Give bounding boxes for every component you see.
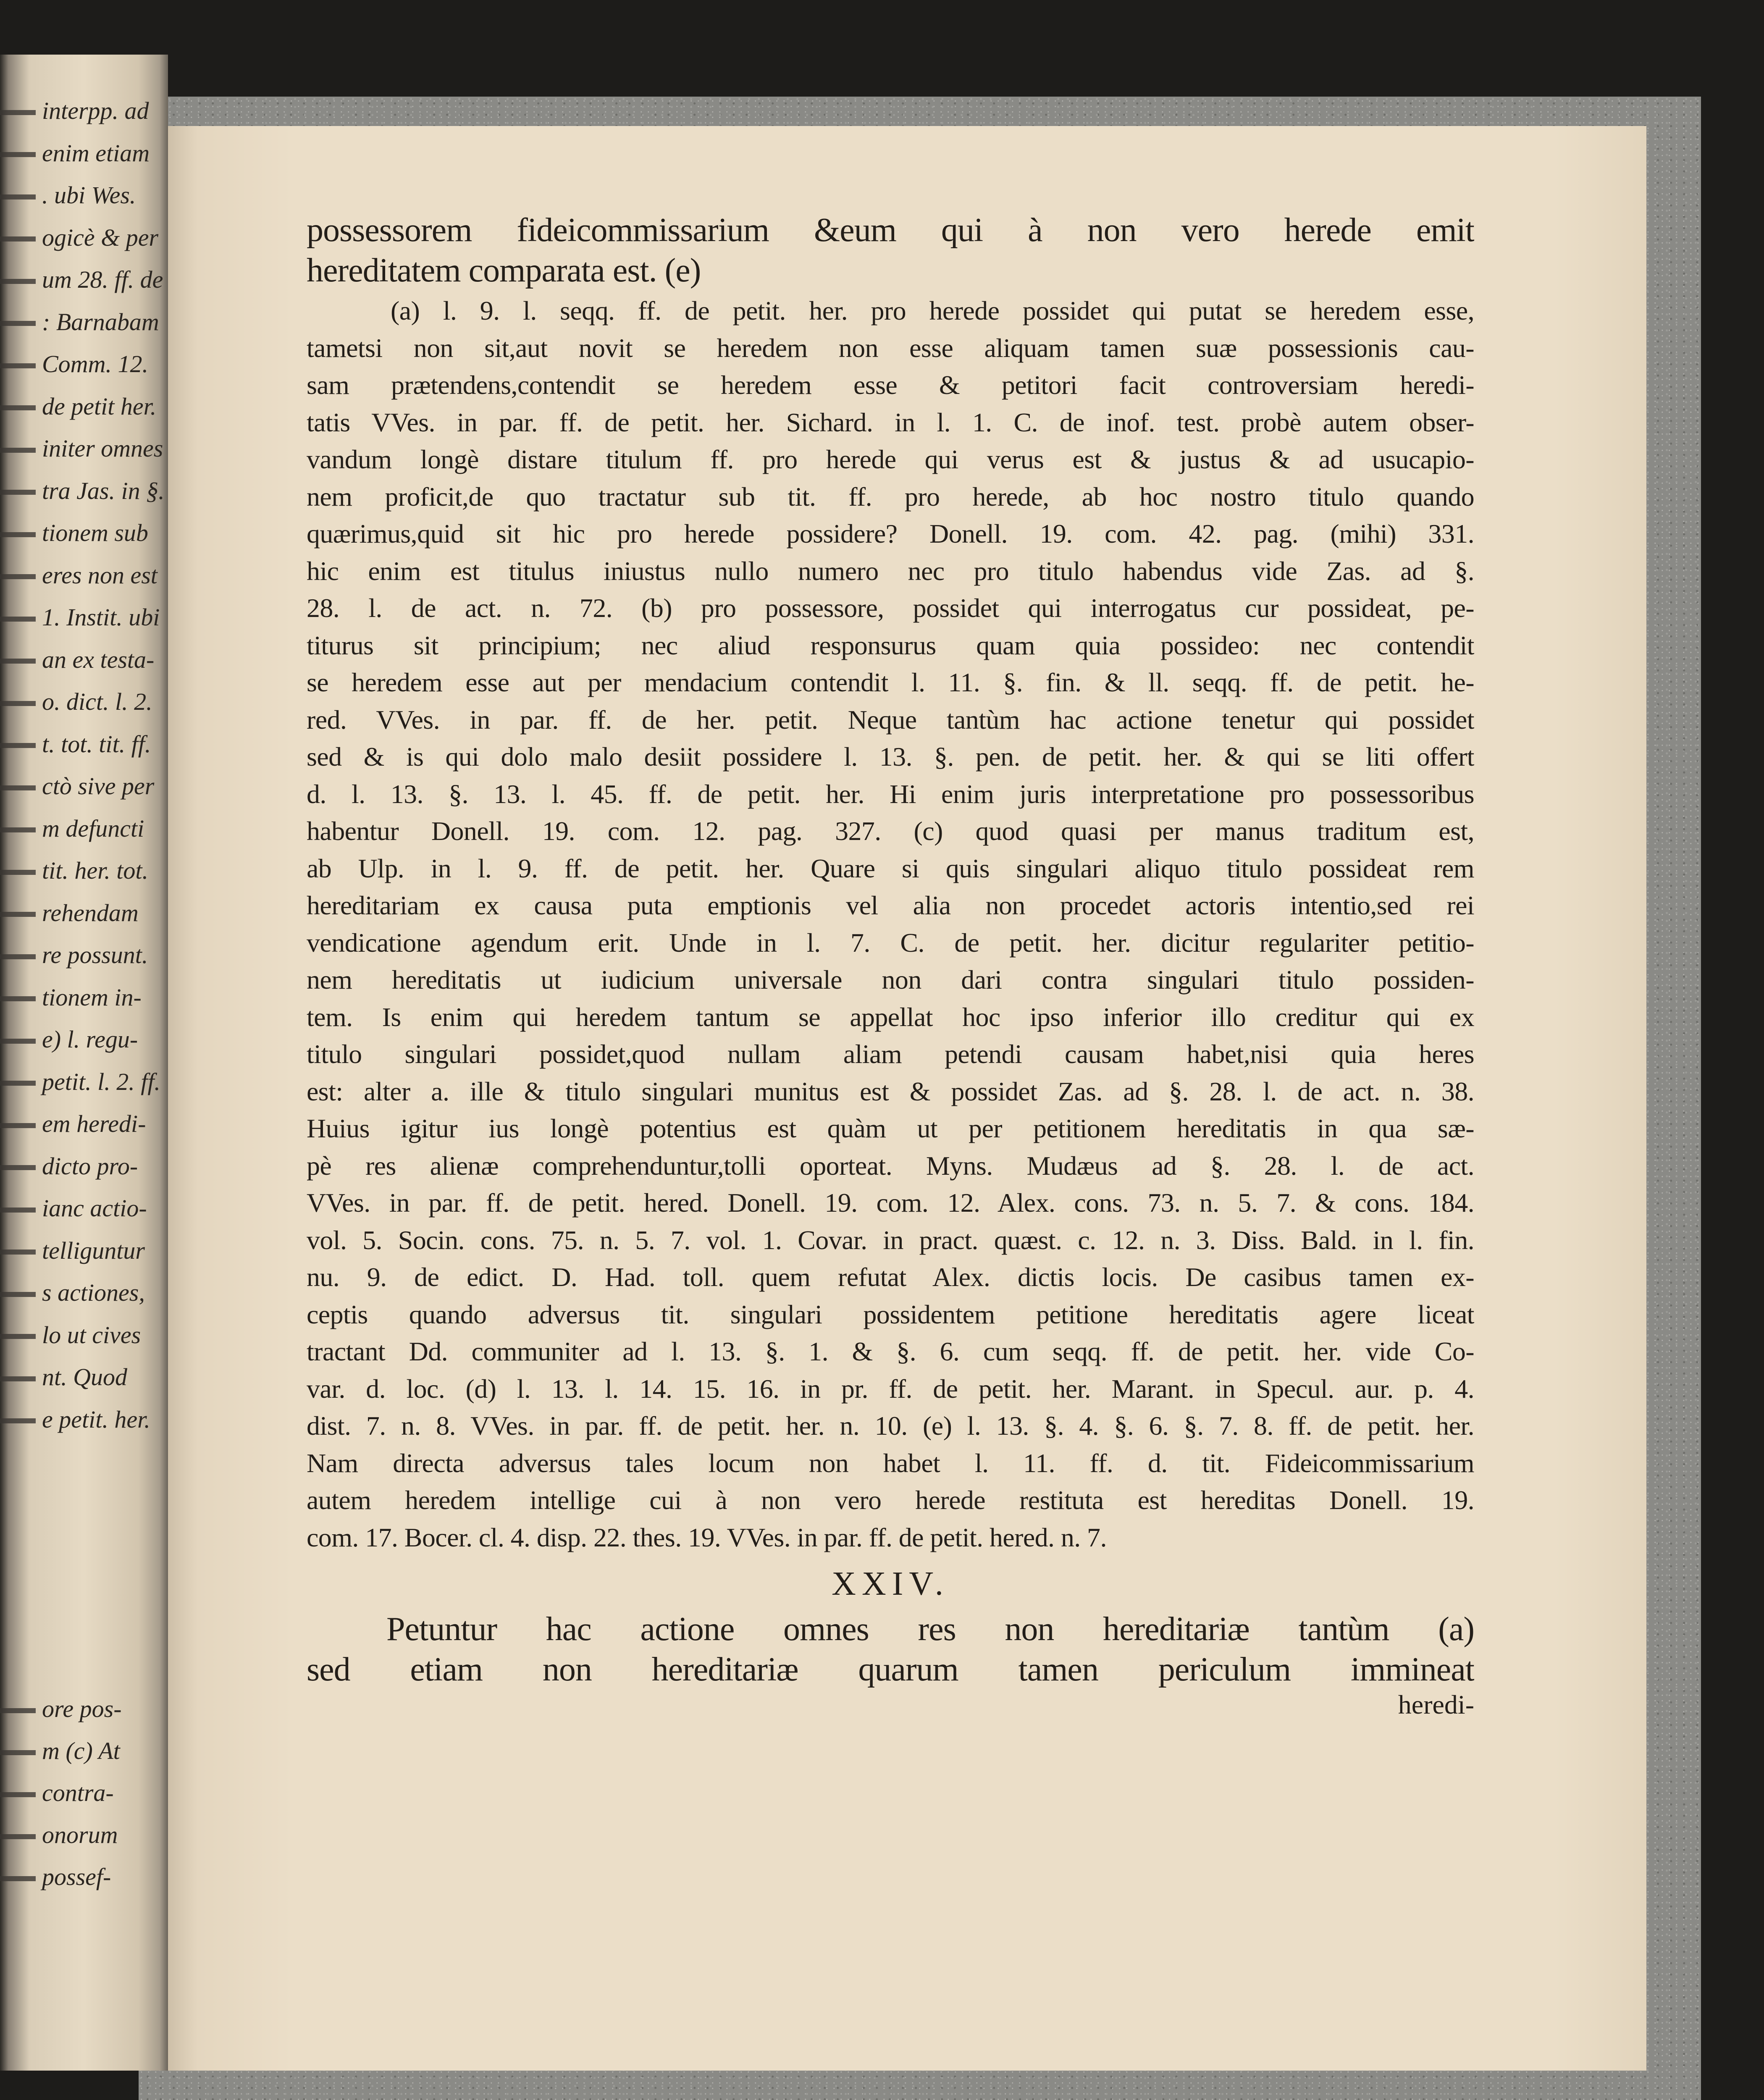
margin-fragment-text: ctò sive per <box>42 772 155 800</box>
margin-fragment-text: m (c) At <box>42 1737 120 1764</box>
footnote-line: vandum longè distare titulum ff. pro herede qui verus est & justus & ad usucapio- <box>307 444 1474 474</box>
ink-mark <box>0 401 36 416</box>
body-line: sed etiam non hereditariæ quarum tamen periculum immineat <box>307 1651 1474 1688</box>
margin-fragment-text: possef- <box>42 1863 111 1890</box>
footnote-line: d. l. 13. §. 13. l. 45. ff. de petit. her. Hi enim juris interpretatione pro possessoribus <box>307 779 1474 809</box>
footnote-line: ceptis quando adversus tit. singulari possidentem petitione hereditatis agere liceat <box>307 1299 1474 1329</box>
ink-mark <box>0 148 36 163</box>
page-text-block <box>307 210 1474 1722</box>
margin-fragment <box>0 1863 168 1913</box>
ink-mark <box>0 1203 36 1218</box>
margin-fragment-text: ianc actio- <box>42 1194 147 1222</box>
ink-mark <box>0 1034 36 1050</box>
margin-fragment-text: ore pos- <box>42 1695 122 1722</box>
margin-fragment-text: Comm. 12. <box>42 350 148 378</box>
margin-fragment-text: tra Jas. in §. <box>42 477 165 504</box>
footnote-line: VVes. in par. ff. de petit. hered. Donell. 19. com. 12. Alex. cons. 73. n. 5. 7. & cons. 184. <box>307 1188 1474 1218</box>
margin-fragment <box>0 1405 168 1456</box>
footnote-line: se heredem esse aut per mendacium contendit l. 11. §. fin. & ll. seqq. ff. de petit. he- <box>307 667 1474 697</box>
margin-fragment-text: tionem sub <box>42 519 148 546</box>
footnote-line: vol. 5. Socin. cons. 75. n. 5. 7. vol. 1. Covar. in pract. quæst. c. 12. n. 3. Diss. Bald. in l. fin. <box>307 1225 1474 1255</box>
ink-mark <box>0 275 36 290</box>
footnote-line: nem proficit,de quo tractatur sub tit. ff. pro herede, ab hoc nostro titulo quando <box>307 481 1474 512</box>
footnote-line: tatis VVes. in par. ff. de petit. her. Sichard. in l. 1. C. de inof. test. probè autem obser- <box>307 407 1474 437</box>
footnote-line: var. d. loc. (d) l. 13. l. 14. 15. 16. in pr. ff. de petit. her. Marant. in Specul. aur. p. 4. <box>307 1373 1474 1404</box>
margin-fragment-text: 1. Instit. ubi <box>42 604 160 631</box>
header-line: hereditatem comparata est. (e) <box>307 252 701 289</box>
ink-mark <box>0 992 36 1007</box>
margin-fragment-text: contra- <box>42 1779 114 1806</box>
margin-fragment-text: tit. her. tot. <box>42 857 148 884</box>
footnote-line: 28. l. de act. n. 72. (b) pro possessore, possidet qui interrogatus cur possideat, pe- <box>307 593 1474 623</box>
ink-mark <box>0 1330 36 1345</box>
ink-mark <box>0 1704 36 1719</box>
margin-fragment-text: lo ut cives <box>42 1321 141 1349</box>
ink-mark <box>0 1414 36 1429</box>
margin-fragment-text: e) l. regu- <box>42 1026 138 1053</box>
ink-mark <box>0 612 36 627</box>
footnote-line: habentur Donell. 19. com. 12. pag. 327. (c) quod quasi per manus traditum est, <box>307 816 1474 846</box>
ink-mark <box>0 570 36 585</box>
section-number: XXIV. <box>832 1565 949 1602</box>
footnote-line: (a) l. 9. l. seqq. ff. de petit. her. pro herede possidet qui putat se heredem esse, <box>391 296 1474 326</box>
footnote-line: sam prætendens,contendit se heredem esse & petitori facit controversiam heredi- <box>307 370 1474 400</box>
footnote-line: nu. 9. de edict. D. Had. toll. quem refutat Alex. dictis locis. De casibus tamen ex- <box>307 1262 1474 1292</box>
footnote-line: Huius igitur ius longè potentius est quàm ut per petitionem hereditatis in qua sæ- <box>307 1113 1474 1143</box>
header-line: possessorem fideicommissarium &eum qui à non vero herede emit <box>307 212 1474 249</box>
footnote-line: tractant Dd. communiter ad l. 13. §. 1. & §. 6. cum seqq. ff. de petit. her. vide Co- <box>307 1336 1474 1366</box>
ink-mark <box>0 1872 36 1887</box>
margin-fragment-text: t. tot. tit. ff. <box>42 730 151 758</box>
margin-fragment-text: dicto pro- <box>42 1152 138 1180</box>
margin-fragment-text: petit. l. 2. ff. <box>42 1068 160 1095</box>
body-line: Petuntur hac actione omnes res non hereditariæ tantùm (a) <box>386 1611 1474 1648</box>
footnote-line: vendicatione agendum erit. Unde in l. 7. C. de petit. her. dicitur regulariter petitio- <box>307 927 1474 958</box>
ink-mark <box>0 697 36 712</box>
footnote-line: titurus sit principium; nec aliud responsurus quam quia possideo: nec contendit <box>307 630 1474 660</box>
ink-mark <box>0 528 36 543</box>
footnote-line: nem hereditatis ut iudicium universale non dari contra singulari titulo possiden- <box>307 965 1474 995</box>
catchword: heredi- <box>1398 1690 1474 1719</box>
margin-fragment-text: um 28. ff. de <box>42 266 163 293</box>
previous-page-edge <box>0 55 168 2071</box>
margin-fragment-text: telliguntur <box>42 1236 145 1264</box>
ink-mark <box>0 444 36 459</box>
footnote-line: hereditariam ex causa puta emptionis vel alia non procedet actoris intentio,sed rei <box>307 890 1474 920</box>
margin-fragment-text: ogicè & per <box>42 223 159 251</box>
ink-mark <box>0 739 36 754</box>
margin-fragment-text: e petit. her. <box>42 1405 150 1433</box>
footnote-line: red. VVes. in par. ff. de her. petit. Neque tantùm hac actione tenetur qui possidet <box>307 704 1474 735</box>
ink-mark <box>0 781 36 796</box>
margin-fragment-text: eres non est <box>42 561 158 589</box>
margin-fragment-text: o. dict. l. 2. <box>42 688 152 715</box>
ink-mark <box>0 317 36 332</box>
margin-fragment-text: s actiones, <box>42 1279 145 1306</box>
footnote-line: tem. Is enim qui heredem tantum se appellat hoc ipso inferior illo creditur qui ex <box>307 1002 1474 1032</box>
footnote-line: hic enim est titulus iniustus nullo numero nec pro titulo habendus vide Zas. ad §. <box>307 556 1474 586</box>
footnote-line: pè res alienæ comprehenduntur,tolli oporteat. Myns. Mudæus ad §. 28. l. de act. <box>307 1150 1474 1181</box>
margin-fragment-text: em heredi- <box>42 1110 146 1137</box>
ink-mark <box>0 486 36 501</box>
footnote-line: dist. 7. n. 8. VVes. in par. ff. de petit. her. n. 10. (e) l. 13. §. 4. §. 6. §. 7. 8. ff. de petit. her. <box>307 1411 1474 1441</box>
ink-mark <box>0 1288 36 1303</box>
ink-mark <box>0 232 36 247</box>
ink-mark <box>0 1119 36 1134</box>
margin-fragment-text: onorum <box>42 1821 118 1848</box>
ink-mark <box>0 1372 36 1387</box>
margin-fragment-text: de petit her. <box>42 392 157 420</box>
margin-fragment-text: re possunt. <box>42 941 148 969</box>
margin-fragment-text: enim etiam <box>42 139 150 167</box>
ink-mark <box>0 1788 36 1803</box>
margin-fragment-text: an ex testa- <box>42 646 155 673</box>
ink-mark <box>0 1245 36 1260</box>
ink-mark <box>0 1830 36 1845</box>
ink-mark <box>0 1746 36 1761</box>
margin-fragment-text: tionem in- <box>42 983 142 1011</box>
margin-fragment-text: rehendam <box>42 899 139 927</box>
footnotes <box>307 292 1474 1556</box>
ink-mark <box>0 866 36 881</box>
footnote-line: autem heredem intellige cui à non vero herede restituta est hereditas Donell. 19. <box>307 1485 1474 1515</box>
margin-fragment-text: : Barnabam <box>42 308 159 336</box>
ink-mark <box>0 190 36 205</box>
ink-mark <box>0 908 36 923</box>
footnote-line: titulo singulari possidet,quod nullam aliam petendi causam habet,nisi quia heres <box>307 1039 1474 1069</box>
ink-mark <box>0 1161 36 1176</box>
footnote-line: tametsi non sit,aut novit se heredem non esse aliquam tamen suæ possessionis cau- <box>307 333 1474 363</box>
footnote-line: sed & is qui dolo malo desiit possidere l. 13. §. pen. de petit. her. & qui se liti offert <box>307 742 1474 772</box>
ink-mark <box>0 1076 36 1092</box>
ink-mark <box>0 359 36 374</box>
ink-mark <box>0 823 36 838</box>
margin-fragment-text: nt. Quod <box>42 1363 127 1391</box>
footnote-line: ab Ulp. in l. 9. ff. de petit. her. Quare si quis singulari aliquo titulo possideat rem <box>307 853 1474 883</box>
footnote-line: est: alter a. ille & titulo singulari munitus est & possidet Zas. ad §. 28. l. de act. n. 38. <box>307 1076 1474 1106</box>
margin-fragment-text: initer omnes <box>42 435 163 462</box>
ink-mark <box>0 950 36 965</box>
ink-mark <box>0 106 36 121</box>
margin-fragment-text: m defuncti <box>42 814 144 842</box>
footnote-line: quærimus,quid sit hic pro herede possidere? Donell. 19. com. 42. pag. (mihi) 331. <box>307 519 1474 549</box>
footnote-line: Nam directa adversus tales locum non habet l. 11. ff. d. tit. Fideicommissarium <box>307 1448 1474 1478</box>
margin-fragment-text: . ubi Wes. <box>42 181 136 209</box>
footnote-line: com. 17. Bocer. cl. 4. disp. 22. thes. 19. VVes. in par. ff. de petit. hered. n. 7. <box>307 1522 1107 1552</box>
margin-fragment-text: interpp. ad <box>42 97 149 124</box>
ink-mark <box>0 654 36 669</box>
